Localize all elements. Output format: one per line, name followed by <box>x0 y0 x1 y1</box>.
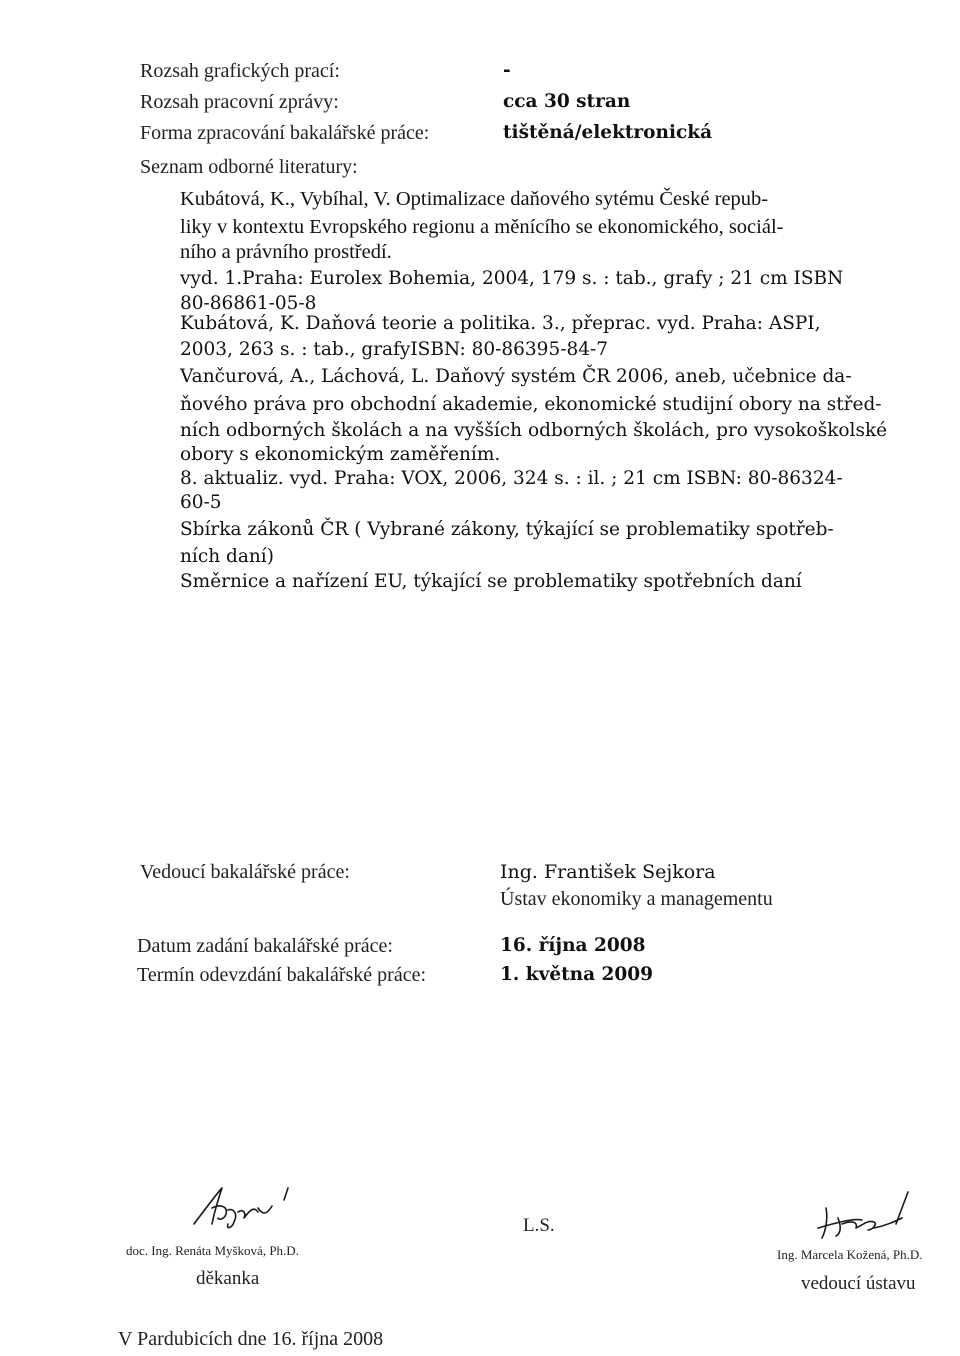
literature-line: 60-5 <box>180 492 222 513</box>
graphic-scope-label: Rozsah grafických prací: <box>140 60 340 82</box>
literature-line: Kubátová, K., Vybíhal, V. Optimalizace daňového sytému České repub- <box>180 188 769 210</box>
literature-line: Vančurová, A., Láchová, L. Daňový systém ČR 2006, aneb, učebnice da- <box>180 366 852 387</box>
place-and-date: V Pardubicích dne 16. října 2008 <box>118 1328 384 1350</box>
format-value: tištěná/elektronická <box>503 122 713 143</box>
graphic-scope-value: - <box>503 60 511 81</box>
dean-signature <box>188 1184 308 1236</box>
stamp-label: L.S. <box>523 1215 555 1236</box>
format-label: Forma zpracování bakalářské práce: <box>140 122 430 144</box>
head-title: vedoucí ústavu <box>801 1273 916 1294</box>
supervisor-label: Vedoucí bakalářské práce: <box>140 861 350 883</box>
literature-line: vyd. 1.Praha: Eurolex Bohemia, 2004, 179 s. : tab., grafy ; 21 cm ISBN <box>180 268 844 289</box>
assigned-date-label: Datum zadání bakalářské práce: <box>137 935 393 957</box>
supervisor-name: Ing. František Sejkora <box>500 861 716 883</box>
literature-line: ních odborných školách a na vyšších odborných školách, pro vysokoškolské <box>180 420 888 441</box>
literature-line: ních daní) <box>180 546 274 567</box>
report-scope-label: Rozsah pracovní zprávy: <box>140 91 339 113</box>
literature-line: ního a právního prostředí. <box>180 241 392 263</box>
literature-line: 80-86861-05-8 <box>180 293 317 314</box>
literature-line: Směrnice a nařízení EU, týkající se problematiky spotřebních daní <box>180 571 802 592</box>
literature-line: ňového práva pro obchodní akademie, ekonomické studijní obory na střed- <box>180 394 882 415</box>
literature-line: 2003, 263 s. : tab., grafyISBN: 80-86395-84-7 <box>180 339 609 360</box>
literature-line: obory s ekonomickým zaměřením. <box>180 444 501 465</box>
literature-line: liky v kontextu Evropského regionu a měnícího se ekonomického, sociál- <box>180 216 784 238</box>
head-name: Ing. Marcela Kožená, Ph.D. <box>777 1247 923 1262</box>
due-date-value: 1. května 2009 <box>500 964 654 985</box>
head-signature <box>812 1188 922 1244</box>
dean-name: doc. Ing. Renáta Myšková, Ph.D. <box>126 1243 299 1258</box>
report-scope-value: cca 30 stran <box>503 91 631 112</box>
dean-title: děkanka <box>196 1268 260 1289</box>
assigned-date-value: 16. října 2008 <box>500 935 646 956</box>
literature-line: Kubátová, K. Daňová teorie a politika. 3., přeprac. vyd. Praha: ASPI, <box>180 313 821 334</box>
due-date-label: Termín odevzdání bakalářské práce: <box>137 964 427 986</box>
literature-line: Sbírka zákonů ČR ( Vybrané zákony, týkající se problematiky spotřeb- <box>180 519 834 540</box>
supervisor-department: Ústav ekonomiky a managementu <box>500 888 773 910</box>
literature-label: Seznam odborné literatury: <box>140 156 358 178</box>
literature-line: 8. aktualiz. vyd. Praha: VOX, 2006, 324 s. : il. ; 21 cm ISBN: 80-86324- <box>180 468 843 489</box>
